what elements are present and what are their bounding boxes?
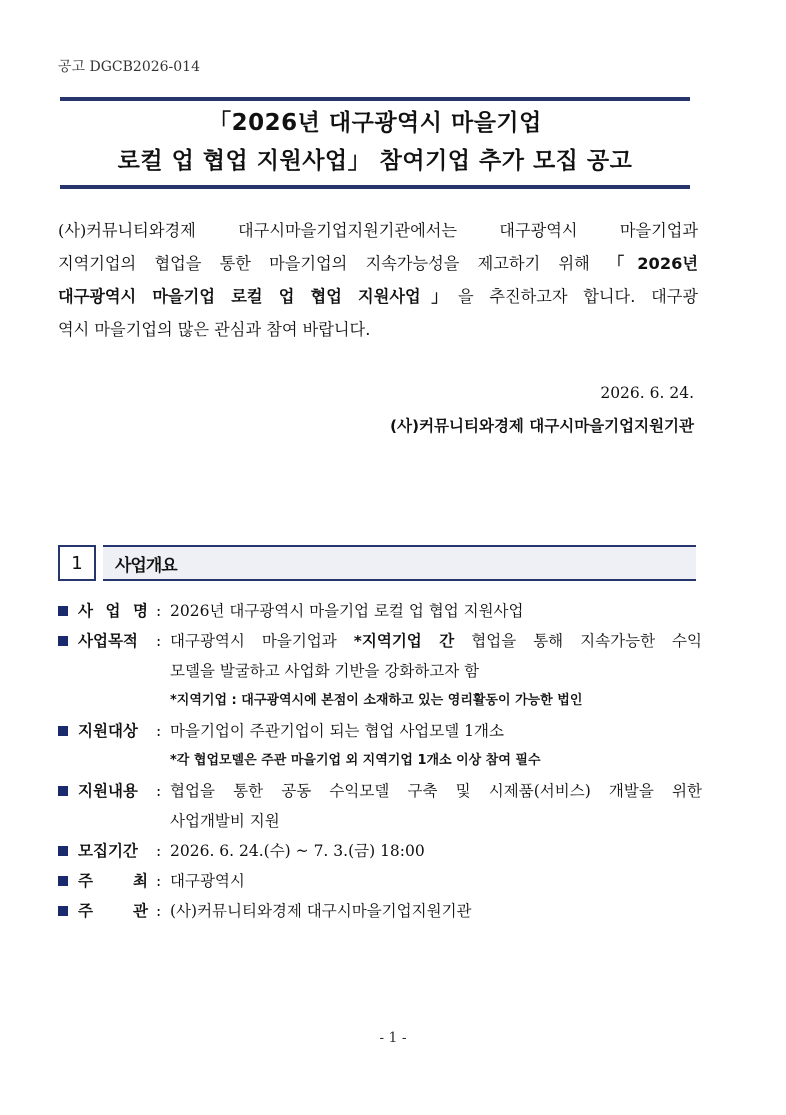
issuing-organization: (사)커뮤니티와경제 대구시마을기업지원기관 (389, 417, 694, 435)
intro-text: 을 추진하고자 합니다. 대구광 (457, 287, 698, 306)
square-bullet-icon (58, 786, 68, 796)
item-value (170, 626, 702, 656)
square-bullet-icon (58, 636, 68, 646)
intro-line-2 (58, 247, 698, 280)
colon: : (156, 602, 162, 620)
title-bottom-rule (60, 185, 690, 189)
title-line-1: 「2026년 대구광역시 마을기업 (208, 110, 542, 136)
item-value: (사)커뮤니티와경제 대구시마을기업지원기관 (170, 902, 472, 920)
colon: : (156, 722, 162, 740)
list-item-purpose (58, 626, 702, 686)
value-text: 대구광역시 마을기업과 (170, 632, 354, 650)
square-bullet-icon (58, 876, 68, 886)
overview-list (58, 596, 702, 926)
intro-line-1: (사)커뮤니티와경제 대구시마을기업지원기관에서는 대구광역시 마을기업과 (58, 221, 698, 240)
intro-emphasis: 「2026년 (608, 254, 698, 273)
item-label (78, 596, 148, 626)
purpose-note: *지역기업 : 대구광역시에 본점이 소재하고 있는 영리활동이 가능한 법인 (170, 693, 583, 708)
item-value: 2026. 6. 24.(수) ~ 7. 3.(금) 18:00 (170, 842, 425, 860)
intro-line-4: 역시 마을기업의 많은 관심과 참여 바랍니다. (58, 320, 371, 339)
item-value-line-2: 사업개발비 지원 (170, 812, 280, 830)
item-value: 대구광역시 (170, 872, 245, 890)
document-code: 공고 DGCB2026-014 (58, 59, 200, 75)
colon: : (156, 632, 162, 650)
label-char: 명 (133, 602, 148, 620)
intro-paragraph (58, 214, 698, 346)
item-label (78, 896, 148, 926)
list-item-content (58, 776, 702, 836)
list-item-host (58, 866, 702, 896)
label-char: 관 (133, 902, 148, 920)
item-label: 사업목적 (78, 632, 138, 650)
item-label: 지원대상 (78, 722, 138, 740)
label-char: 주 (78, 872, 93, 890)
colon: : (156, 842, 162, 860)
list-item-target (58, 716, 702, 746)
intro-text: 지역기업의 협업을 통한 마을기업의 지속가능성을 제고하기 위해 (58, 254, 608, 273)
target-note: *각 협업모델은 주관 마을기업 외 지역기업 1개소 이상 참여 필수 (170, 753, 541, 768)
square-bullet-icon (58, 726, 68, 736)
item-value-line-2: 모델을 발굴하고 사업화 기반을 강화하고자 함 (170, 662, 480, 680)
section-title: 사업개요 (103, 545, 696, 581)
label-char: 최 (133, 872, 148, 890)
announcement-date: 2026. 6. 24. (600, 384, 694, 402)
value-emphasis: *지역기업 간 (353, 632, 455, 650)
list-item-name (58, 596, 702, 626)
colon: : (156, 872, 162, 890)
intro-line-3 (58, 280, 698, 313)
colon: : (156, 902, 162, 920)
item-value: 2026년 대구광역시 마을기업 로컬 업 협업 지원사업 (170, 602, 524, 620)
square-bullet-icon (58, 846, 68, 856)
colon: : (156, 782, 162, 800)
intro-emphasis: 대구광역시 마을기업 로컬 업 협업 지원사업」 (58, 287, 458, 306)
label-char: 업 (105, 602, 121, 620)
item-label: 모집기간 (78, 842, 138, 860)
value-text: 협업을 통해 지속가능한 수익 (454, 632, 703, 650)
item-value: 마을기업이 주관기업이 되는 협업 사업모델 1개소 (170, 722, 504, 740)
square-bullet-icon (58, 606, 68, 616)
list-item-period (58, 836, 702, 866)
title-top-rule (60, 97, 690, 101)
page-number: - 1 - (379, 1030, 407, 1046)
square-bullet-icon (58, 906, 68, 916)
title-line-2: 로컬 업 협업 지원사업」 참여기업 추가 모집 공고 (117, 148, 633, 174)
label-char: 사 (78, 602, 93, 620)
page-title (60, 104, 690, 180)
list-item-organizer (58, 896, 702, 926)
item-label: 지원내용 (78, 782, 138, 800)
item-value: 협업을 통한 공동 수익모델 구축 및 시제품(서비스) 개발을 위한 (170, 782, 702, 800)
section-number: 1 (58, 545, 96, 581)
label-char: 주 (78, 902, 93, 920)
item-label (78, 866, 148, 896)
